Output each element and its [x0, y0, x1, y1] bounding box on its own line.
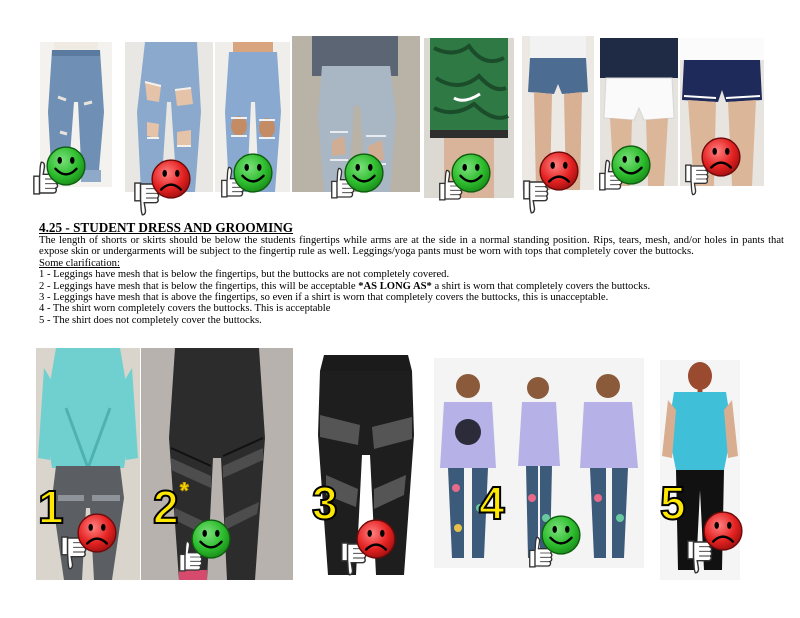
frowny-face-icon — [702, 510, 744, 552]
smiley-face-icon — [45, 145, 87, 187]
frowny-face-icon — [700, 136, 742, 178]
frowny-face-icon — [538, 150, 580, 192]
asterisk-marker: * — [180, 478, 189, 503]
section-title: 4.25 - STUDENT DRESS AND GROOMING — [39, 220, 294, 235]
clarification-item-4: 4 - The shirt worn completely covers the buttocks. This is acceptable — [39, 303, 331, 315]
smiley-face-icon — [450, 152, 492, 194]
example-number-1: 1 — [38, 481, 64, 533]
example-number-4: 4 — [479, 477, 505, 529]
smiley-face-icon — [610, 144, 652, 186]
section-paragraph: The length of shorts or skirts should be below the students fingertips while arms are at the side in a normal standing position. Rips, tears, mesh, and/or holes in pants that expose skin or undergarments will be subject to the fingertip rule as well. Leggings/yoga pants must be worn with tops that completely cover the buttocks. — [39, 235, 784, 258]
clarification-item-1: 1 - Leggings have mesh that is below the fingertips, but the buttocks are not completely covered. — [39, 269, 450, 281]
clarification-item-5: 5 - The shirt does not completely cover the buttocks. — [39, 314, 262, 326]
frowny-face-icon — [150, 158, 192, 200]
smiley-face-icon — [190, 518, 232, 560]
example-number-2: 2 — [153, 481, 179, 533]
smiley-face-icon — [343, 152, 385, 194]
clarification-item-3: 3 - Leggings have mesh that is above the fingertips, so even if a shirt is worn that completely covers the buttocks, this is unacceptable. — [39, 292, 609, 304]
frowny-face-icon — [76, 512, 118, 554]
dress-code-text — [39, 220, 784, 326]
example-number-5: 5 — [660, 477, 686, 529]
frowny-face-icon — [355, 518, 397, 560]
clarification-heading: Some clarification: — [39, 257, 120, 269]
smiley-face-icon — [540, 514, 582, 556]
as-long-as-emphasis: *AS LONG AS* — [358, 280, 432, 292]
clarification-item-2: 2 - Leggings have mesh that is below the fingertips, this will be acceptable *AS LONG AS* a shirt is worn that completely covers the buttocks. — [39, 280, 651, 292]
smiley-face-icon — [232, 152, 274, 194]
example-number-3: 3 — [312, 477, 338, 529]
